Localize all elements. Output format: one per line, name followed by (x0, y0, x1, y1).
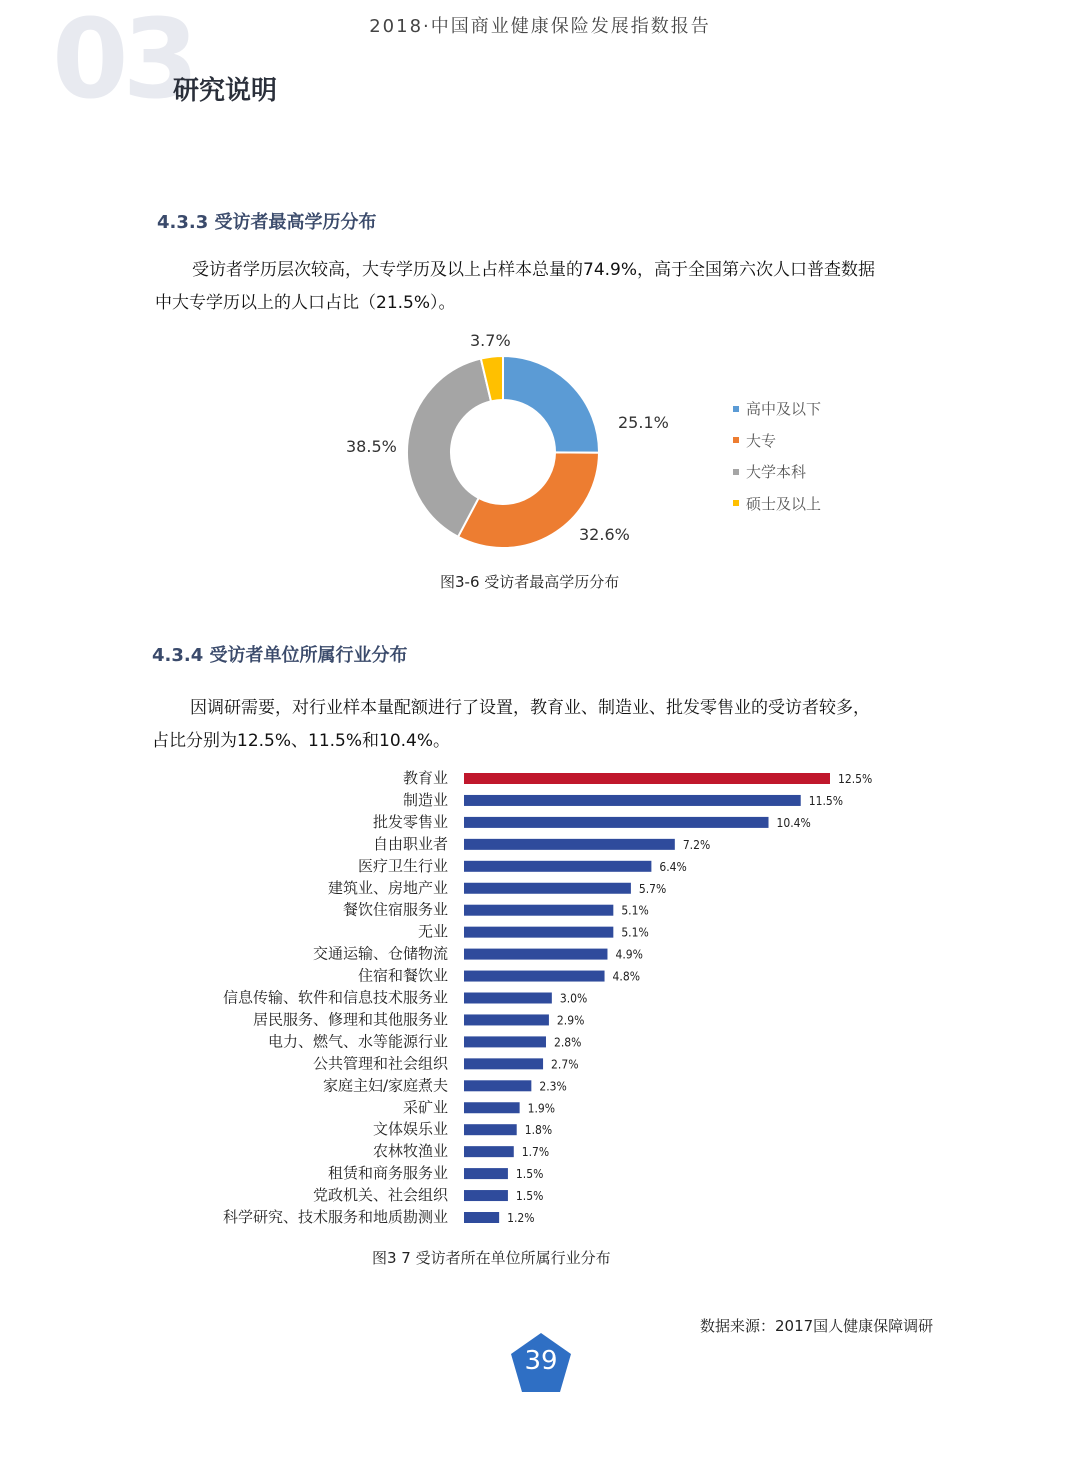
bar (464, 861, 651, 872)
bar-value-label: 12.5% (838, 772, 873, 786)
bar-category-label: 电力、燃气、水等能源行业 (267, 1032, 448, 1051)
bar (464, 795, 801, 806)
bar-category-label: 医疗卫生行业 (357, 856, 448, 875)
donut-slices (407, 356, 599, 548)
bar-value-label: 1.8% (524, 1123, 553, 1138)
bar-value-label: 2.9% (556, 1013, 585, 1028)
bar-value-label: 5.7% (638, 881, 667, 896)
education-paragraph-line1: 受访者学历层次较高，大专学历及以上占样本总量的74.9%，高于全国第六次人口普查数据 (192, 260, 876, 280)
bar (464, 773, 830, 784)
legend-swatch-orange (733, 437, 739, 443)
bar (464, 1036, 546, 1047)
bar-category-label: 家庭主妇/家庭煮夫 (322, 1076, 448, 1095)
legend-item-bachelor (733, 456, 821, 488)
chapter-number: 03 (52, 0, 194, 123)
bar (464, 1124, 517, 1135)
donut-label-college: 32.6% (579, 525, 630, 544)
bar-group (223, 769, 872, 1226)
industry-paragraph-line1: 因调研需要，对行业样本量配额进行了设置，教育业、制造业、批发零售业的受访者较多， (190, 698, 870, 718)
bar (464, 1058, 543, 1069)
bar-category-label: 党政机关、社会组织 (312, 1186, 448, 1205)
bar (464, 1190, 508, 1201)
bar-category-label: 采矿业 (402, 1098, 448, 1117)
bar-category-label: 无业 (417, 922, 448, 941)
bar-value-label: 4.9% (615, 947, 643, 962)
legend-label: 大专 (746, 431, 777, 450)
bar (464, 971, 605, 982)
bar-value-label: 2.7% (551, 1057, 579, 1072)
bar (464, 1080, 531, 1091)
bar-value-label: 11.5% (808, 793, 844, 808)
donut-label-bachelor: 38.5% (346, 437, 397, 456)
section-heading-education: 4.3.3 受访者最高学历分布 (157, 212, 377, 233)
education-legend (733, 393, 821, 519)
bar (464, 1102, 520, 1113)
bar-category-label: 居民服务、修理和其他服务业 (252, 1010, 448, 1029)
bar (464, 1168, 508, 1179)
bar-category-label: 文体娱乐业 (372, 1120, 448, 1139)
bar-value-label: 2.8% (553, 1035, 582, 1050)
page-number: 39 (524, 1346, 558, 1376)
bar-value-label: 2.3% (539, 1079, 567, 1094)
bar (464, 949, 607, 960)
bar (464, 1014, 549, 1025)
legend-swatch-yellow (733, 500, 739, 506)
bar (464, 817, 769, 828)
bar-value-label: 1.5% (515, 1167, 544, 1182)
bar-category-label: 租赁和商务服务业 (327, 1164, 448, 1183)
legend-label: 大学本科 (746, 463, 807, 482)
bar (464, 993, 552, 1004)
donut-slice-college (458, 452, 599, 548)
bar-value-label: 1.5% (515, 1189, 544, 1204)
bar-category-label: 餐饮住宿服务业 (342, 900, 448, 919)
section-heading-industry: 4.3.4 受访者单位所属行业分布 (152, 645, 408, 666)
report-title: 2018·中国商业健康保险发展指数报告 (369, 16, 711, 37)
education-chart-caption: 图3-6 受访者最高学历分布 (440, 573, 620, 591)
bar-category-label: 自由职业者 (372, 834, 448, 853)
bar-value-label: 4.8% (612, 969, 640, 984)
bar-value-label: 1.9% (527, 1101, 556, 1116)
bar (464, 1146, 514, 1157)
industry-chart-caption: 图3 7 受访者所在单位所属行业分布 (372, 1249, 611, 1267)
chapter-title: 研究说明 (173, 76, 278, 106)
bar-value-label: 5.1% (621, 903, 649, 918)
bar-category-label: 交通运输、仓储物流 (312, 944, 448, 963)
donut-slice-high-school (503, 356, 599, 453)
legend-label: 硕士及以上 (746, 494, 822, 513)
bar-category-label: 科学研究、技术服务和地质勘测业 (222, 1208, 448, 1226)
legend-item-high-school (733, 393, 821, 425)
bar-category-label: 住宿和餐饮业 (357, 966, 448, 985)
legend-label: 高中及以下 (746, 400, 822, 419)
education-donut-chart (330, 325, 710, 565)
legend-swatch-blue (733, 406, 739, 412)
bar (464, 927, 613, 938)
bar-value-label: 1.2% (507, 1211, 535, 1225)
donut-label-master: 3.7% (470, 331, 511, 350)
bar-value-label: 6.4% (659, 859, 687, 874)
legend-item-master (733, 488, 821, 520)
bar-category-label: 公共管理和社会组织 (312, 1054, 448, 1073)
education-paragraph-line2: 中大专学历以上的人口占比（21.5%）。 (155, 293, 456, 313)
bar-value-label: 3.0% (559, 991, 588, 1006)
bar (464, 839, 675, 850)
bar-value-label: 1.7% (521, 1145, 550, 1160)
legend-swatch-gray (733, 469, 739, 475)
bar (464, 883, 631, 894)
legend-item-college (733, 425, 821, 457)
data-source-note: 数据来源：2017国人健康保障调研 (700, 1317, 934, 1335)
industry-bar-chart (190, 765, 910, 1235)
bar-category-label: 教育业 (402, 769, 448, 787)
bar-value-label: 7.2% (682, 837, 711, 852)
bar-category-label: 信息传输、软件和信息技术服务业 (222, 988, 448, 1007)
bar-category-label: 批发零售业 (372, 812, 448, 831)
bar (464, 1212, 499, 1223)
industry-paragraph-line2: 占比分别为12.5%、11.5%和10.4%。 (152, 731, 451, 751)
bar-category-label: 制造业 (402, 790, 448, 809)
bar-category-label: 建筑业、房地产业 (327, 878, 448, 897)
donut-label-high-school: 25.1% (618, 413, 669, 432)
bar-value-label: 10.4% (776, 815, 811, 830)
bar-category-label: 农林牧渔业 (372, 1142, 448, 1161)
bar-value-label: 5.1% (621, 925, 649, 940)
bar (464, 905, 613, 916)
